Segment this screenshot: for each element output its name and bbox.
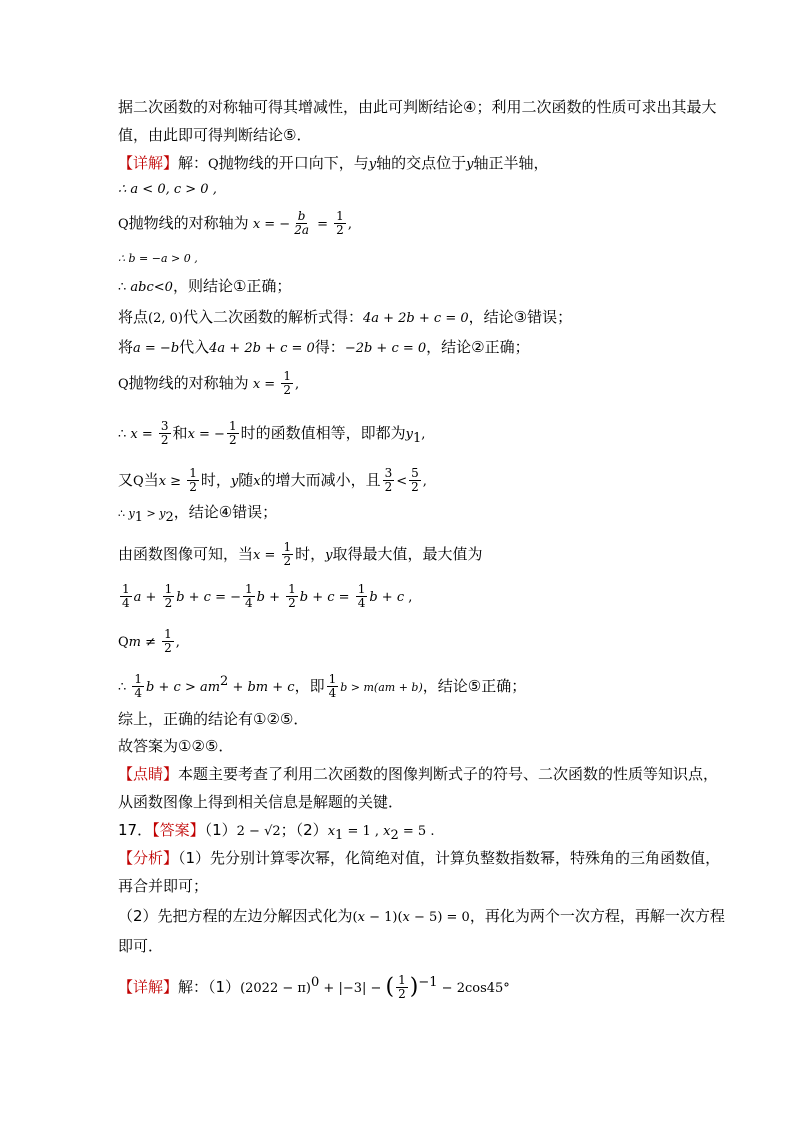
detail-tag: 【详解】 [118, 154, 179, 172]
conclusion-1-line: ∴ abc<0，则结论①正确； [118, 277, 292, 295]
conclusion-4-line: ∴ $y_1 > y_2$，结论④错误； [118, 503, 278, 525]
math-line-b: ∴ b = −a > 0 , [118, 252, 198, 265]
detail-line-2: 【详解】解：$(1)(2022 - \pi)^0 + |-3|$ − ( $\frac{1}{2}$ )$^{-1}$ − 2cos45° [118, 973, 510, 1002]
text-line-2: 值，由此即可得判断结论⑤． [118, 126, 312, 144]
text-line-1: 据二次函数的对称轴可得其增减性，由此可判断结论④；利用二次函数的性质可求出其最大 [118, 98, 717, 116]
equal-values-line: ∴ x = $\frac{3}{2}$ 和x = − $\frac{1}{2}$ 时的函数值相等，即都为$y_1$, [118, 419, 426, 448]
conclusion-5-line: ∴ $\frac{1}{4}$ $b + c > am^2$ + bm + c，即 $\frac{1}{4}$ b > m(am + b)，结论⑤正确； [118, 672, 527, 701]
decreasing-line: 又Q当x ≥ $\frac{1}{2}$ 时，y随x的增大而减小，且 $\frac{3}{2}$ < $\frac{5}{2}$ , [118, 466, 427, 495]
comment-tag: 【点睛】 [118, 765, 179, 783]
axis-line-2: Q抛物线的对称轴为 x = $\frac{1}{2}$ , [118, 369, 300, 398]
detail-tag-2: 【详解】 [118, 978, 179, 997]
max-expression-line: $\frac{1}{4}$ a + $\frac{1}{2}$ b + c = − $\frac{1}{4}$ b + $\frac{1}{2}$ b + c = $\frac{1}{4}$ b + c , [122, 582, 413, 611]
conclusion-3-line: 将点(2, 0)代入二次函数的解析式得：4a + 2b + c = 0，结论③错误； [118, 308, 573, 326]
answer-line: 故答案为①②⑤． [118, 737, 234, 755]
max-value-line: 由函数图像可知，当x = $\frac{1}{2}$ 时，y取得最大值，最大值为 [118, 540, 483, 569]
comment-line-1: 【点睛】本题主要考查了利用二次函数的图像判断式子的符号、二次函数的性质等知识点， [118, 765, 719, 783]
answer-tag: 【答案】 [152, 821, 205, 839]
axis-of-symmetry-line: Q抛物线的对称轴为 x = − $\frac{b}{2a}$ = $\frac{1}{2}$ , [118, 209, 352, 238]
analysis-line-3: （2）先把方程的左边分解因式化为(x − 1)(x − 5) = 0，再化为两个一次方程，再解一次方程 [118, 907, 725, 925]
q17-answer-line: 17．【答案】（1）2 − √2；$(2)x_1 = 1$ , $x_2 = 5$ . [118, 821, 435, 843]
math-line-a-c: ∴ a < 0, c > 0 , [118, 182, 217, 197]
m-condition-line: Qm ≠ $\frac{1}{2}$ , [118, 627, 180, 656]
summary-line: 综上，正确的结论有①②⑤． [118, 710, 309, 728]
detail-line: 【详解】解：Q抛物线的开口向下，与y轴的交点位于y轴正半轴， [118, 154, 549, 172]
analysis-line-1: 【分析】（1）先分别计算零次幂，化简绝对值，计算负整数指数幂，特殊角的三角函数值， [118, 849, 721, 867]
analysis-line-2: 再合并即可； [118, 877, 209, 895]
conclusion-2-line: 将a = −b代入4a + 2b + c = 0得：−2b + c = 0，结论②正确； [118, 338, 530, 356]
analysis-line-4: 即可． [118, 937, 164, 955]
analysis-tag: 【分析】 [118, 849, 179, 867]
comment-line-2: 从函数图像上得到相关信息是解题的关键． [118, 793, 404, 811]
